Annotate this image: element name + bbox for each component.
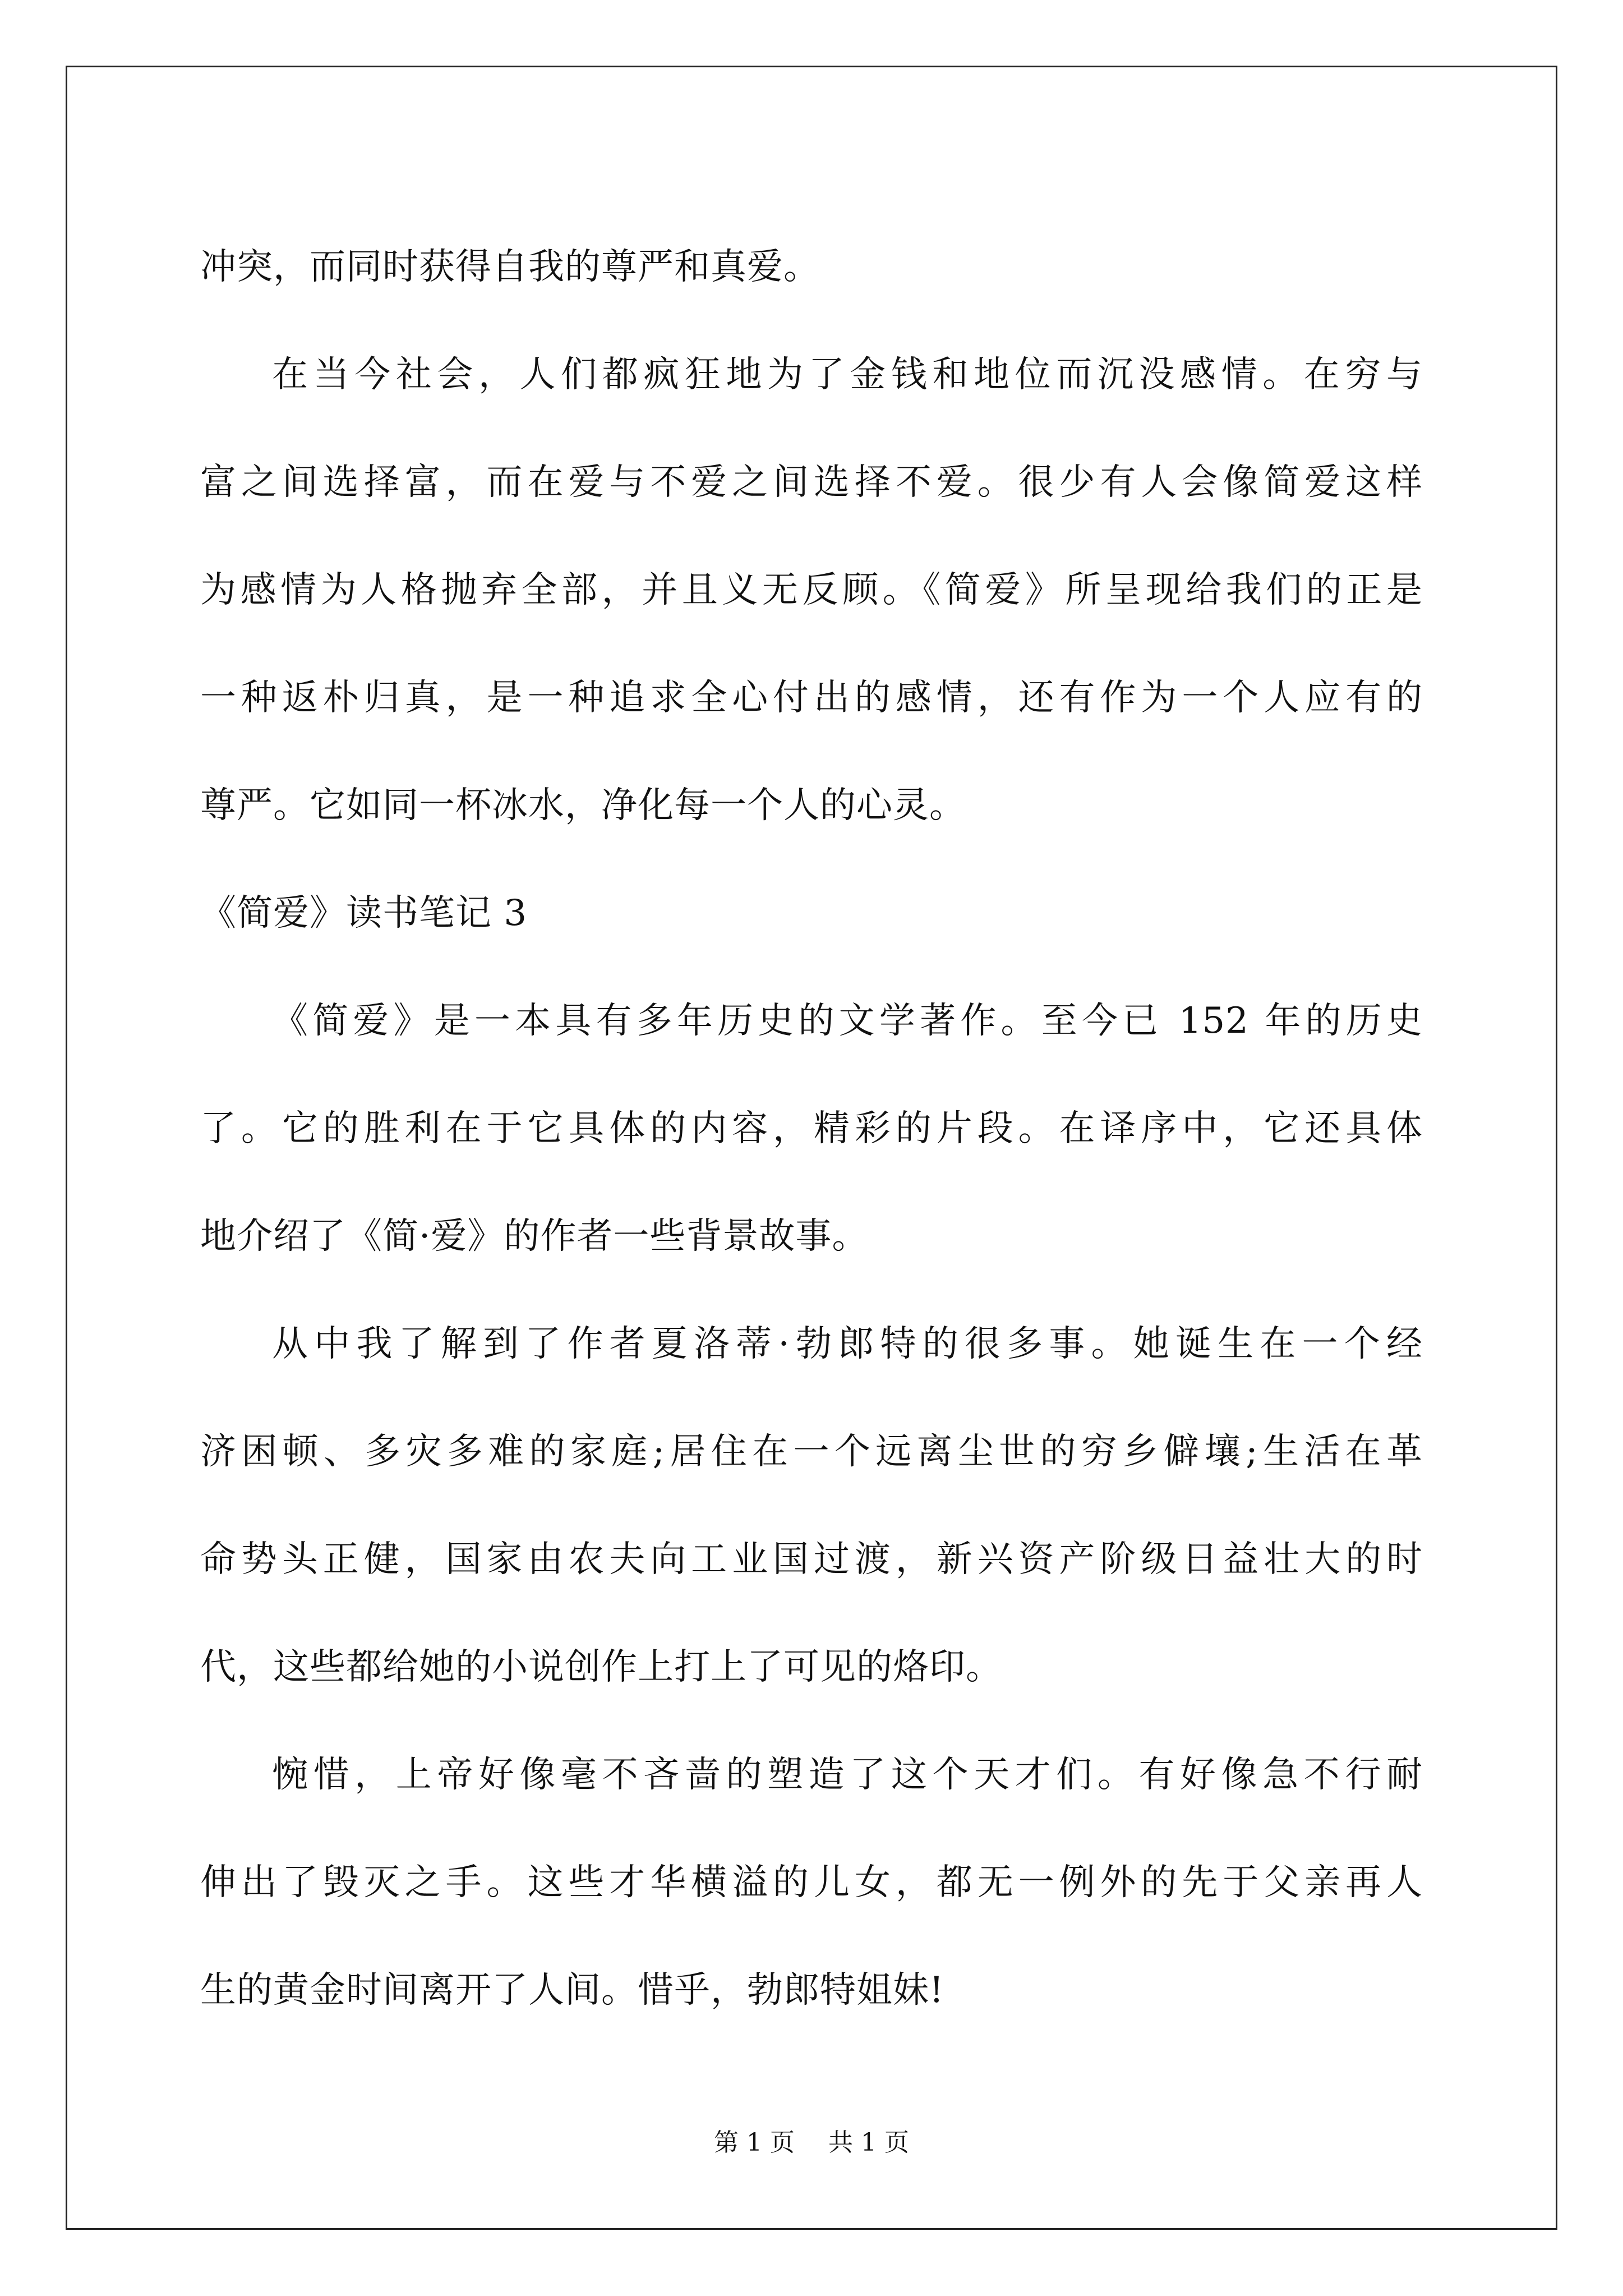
text-line: 命势头正健，国家由农夫向工业国过渡，新兴资产阶级日益壮大的时: [200, 1539, 1423, 1580]
text-line: 尊严。它如同一杯冰水，净化每一个人的心灵。: [200, 785, 966, 826]
document-body: [200, 213, 1423, 2044]
text-line: 代，这些都给她的小说创作上打上了可见的烙印。: [200, 1646, 1002, 1688]
text-line: 生的黄金时间离开了人间。惜乎，勃郎特姐妹!: [200, 1970, 944, 2011]
text-line: 地介绍了《简·爱》的作者一些背景故事。: [200, 1216, 869, 1257]
text-line: 《简爱》是一本具有多年历史的文学著作。至今已 152 年的历史: [272, 1000, 1423, 1042]
section-heading: 《简爱》读书笔记 3: [200, 892, 528, 934]
text-line: 济困顿、多灾多难的家庭;居住在一个远离尘世的穷乡僻壤;生活在革: [200, 1431, 1423, 1473]
page-footer: [0, 2126, 1623, 2160]
text-line: 富之间选择富，而在爱与不爱之间选择不爱。很少有人会像简爱这样: [200, 462, 1423, 503]
text-line: 惋惜，上帝好像毫不吝啬的塑造了这个天才们。有好像急不行耐: [272, 1754, 1423, 1796]
text-line: 在当今社会，人们都疯狂地为了金钱和地位而沉没感情。在穷与: [272, 354, 1423, 395]
text-line: 一种返朴归真，是一种追求全心付出的感情，还有作为一个人应有的: [200, 677, 1423, 719]
text-line: 从中我了解到了作者夏洛蒂·勃郎特的很多事。她诞生在一个经: [272, 1323, 1423, 1365]
text-line: 了。它的胜利在于它具体的内容，精彩的片段。在译序中，它还具体: [200, 1108, 1423, 1149]
text-line: 冲突，而同时获得自我的尊严和真爱。: [200, 246, 820, 288]
text-line: 伸出了毁灭之手。这些才华横溢的儿女，都无一例外的先于父亲再人: [200, 1862, 1423, 1903]
text-line: 为感情为人格抛弃全部，并且义无反顾。《简爱》所呈现给我们的正是: [200, 569, 1423, 611]
page-number: 第 1 页: [714, 2128, 795, 2157]
page-total: 共 1 页: [828, 2128, 909, 2157]
